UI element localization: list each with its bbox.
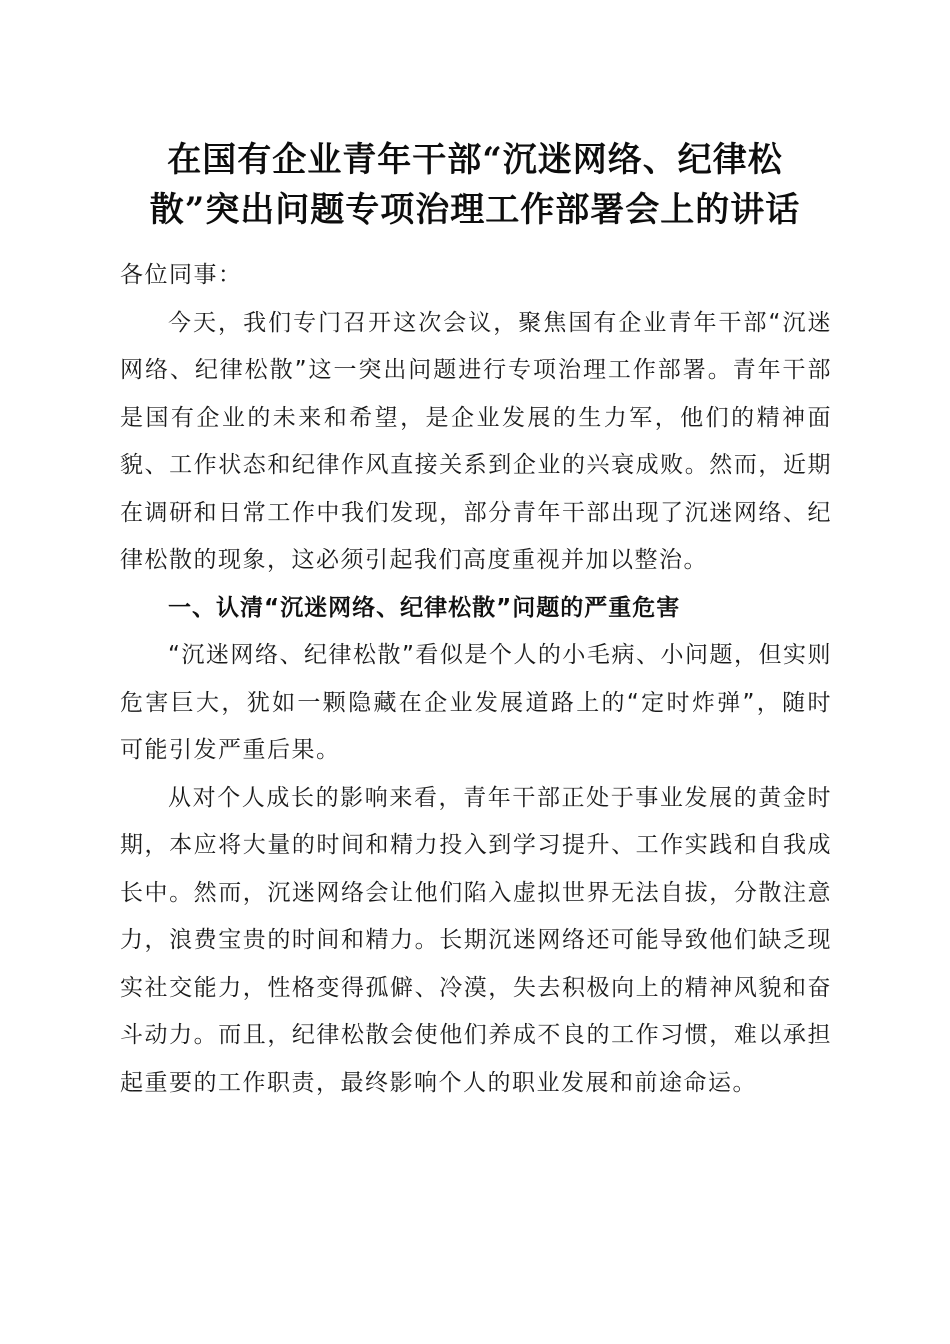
salutation: 各位同事： bbox=[120, 262, 243, 288]
title-line-2: 散”突出问题专项治理工作部署会上的讲话 bbox=[149, 190, 801, 230]
title-line-1: 在国有企业青年干部“沉迷网络、纪律松 bbox=[167, 140, 783, 180]
section-1-paragraph-2: 从对个人成长的影响来看，青年干部正处于事业发展的黄金时期，本应将大量的时间和精力投入到学习提升、工作实践和自我成长中。然而，沉迷网络会让他们陷入虚拟世界无法自拔，分散注意力，浪费宝贵的时间和精力。长期沉迷网络还可能导致他们缺乏现实社交能力，性格变得孤僻、冷漠，失去积极向上的精神风貌和奋斗动力。而且，纪律松散会使他们养成不良的工作习惯，难以承担起重要的工作职责，最终影响个人的职业发展和前途命运。 bbox=[120, 784, 832, 1096]
section-1-paragraph-1: “沉迷网络、纪律松散”看似是个人的小毛病、小问题，但实则危害巨大，犹如一颗隐藏在企业发展道路上的“定时炸弹”，随时可能引发严重后果。 bbox=[120, 642, 832, 763]
document-title bbox=[100, 135, 850, 235]
intro-paragraph: 今天，我们专门召开这次会议，聚焦国有企业青年干部“沉迷网络、纪律松散”这一突出问题进行专项治理工作部署。青年干部是国有企业的未来和希望，是企业发展的生力军，他们的精神面貌、工作状态和纪律作风直接关系到企业的兴衰成败。然而，近期在调研和日常工作中我们发现，部分青年干部出现了沉迷网络、纪律松散的现象，这必须引起我们高度重视并加以整治。 bbox=[120, 309, 832, 573]
document-body bbox=[120, 252, 832, 1107]
section-heading-1: 一、认清“沉迷网络、纪律松散”问题的严重危害 bbox=[168, 594, 681, 621]
